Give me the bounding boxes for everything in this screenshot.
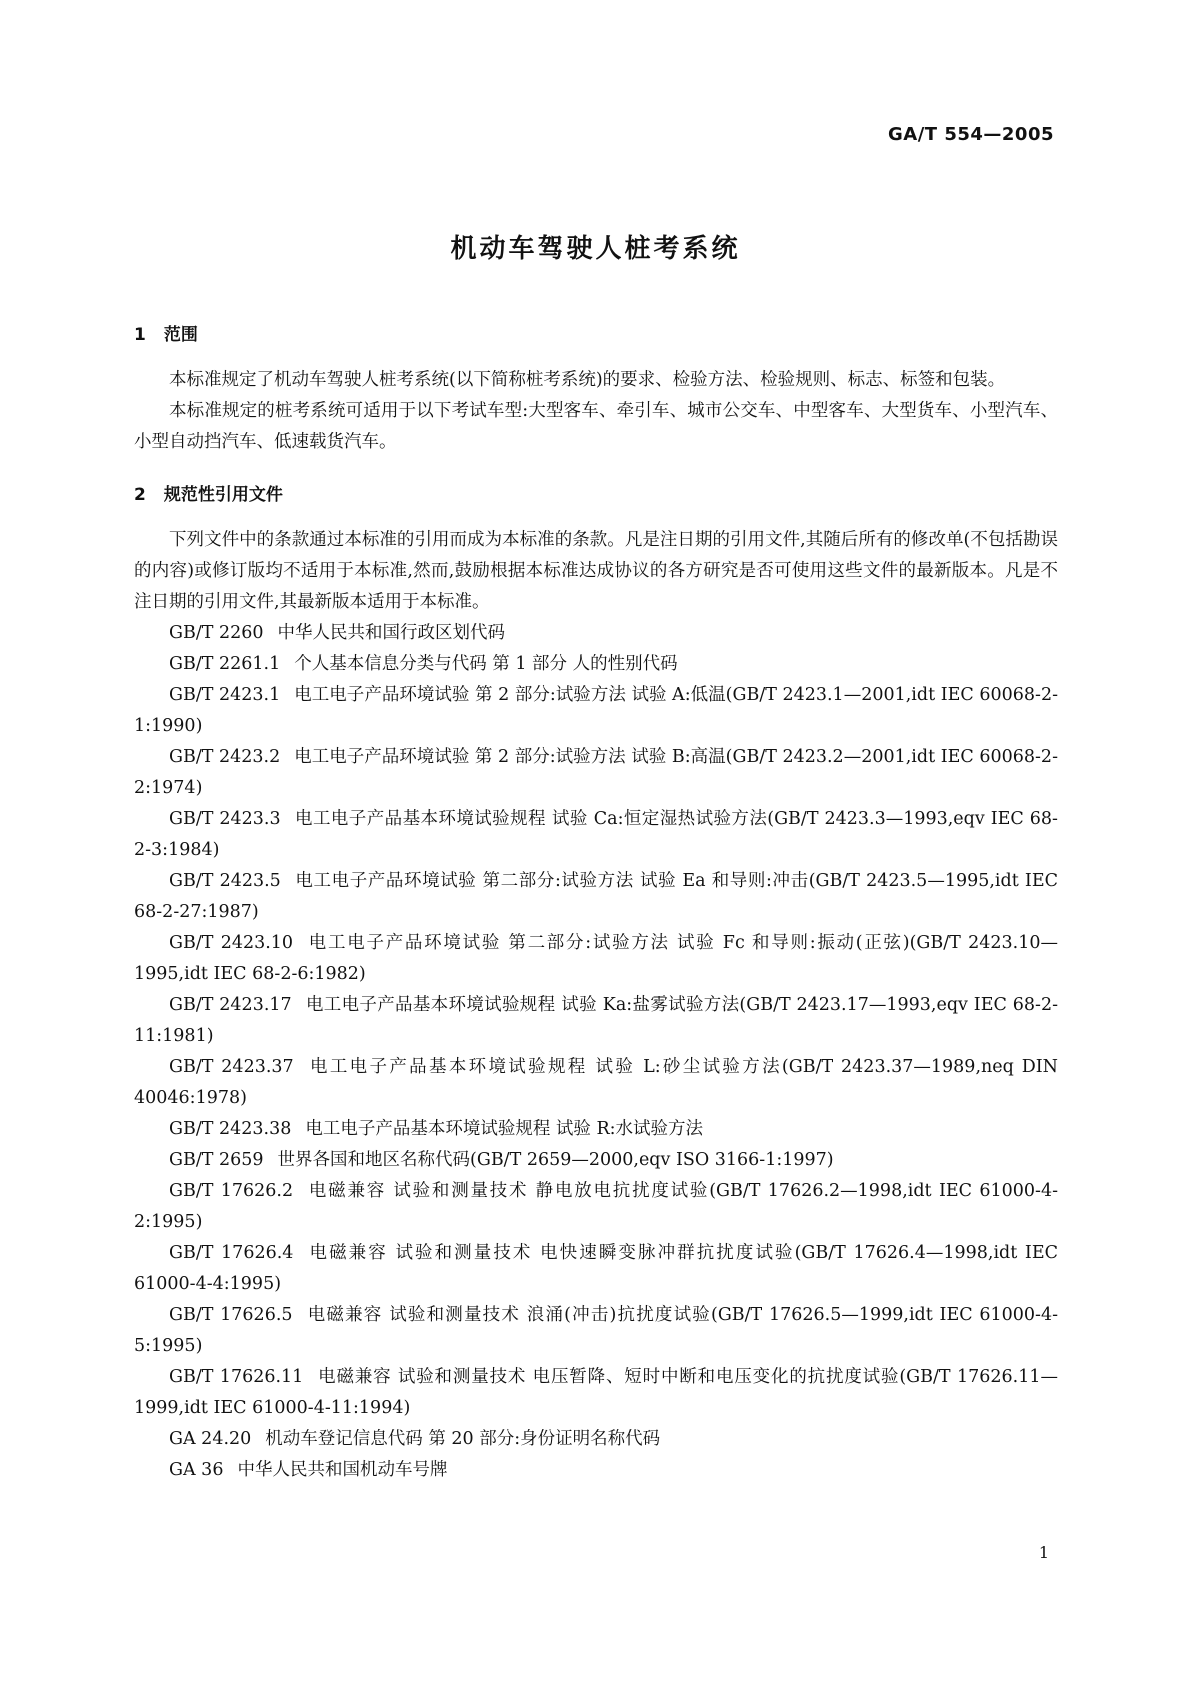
- reference-title: 世界各国和地区名称代码(GB/T 2659—2000,eqv ISO 3166-1:1997): [277, 1150, 834, 1170]
- reference-item: [134, 1300, 1058, 1362]
- reference-item: [134, 649, 1058, 680]
- reference-title: 电磁兼容 试验和测量技术 静电放电抗扰度试验(GB/T 17626.2—1998,idt IEC 61000-4-2:1995): [134, 1181, 1058, 1232]
- reference-item: [134, 1176, 1058, 1238]
- reference-item: [134, 866, 1058, 928]
- reference-code: GB/T 2659: [169, 1150, 264, 1170]
- page-number: 1: [1038, 1543, 1049, 1562]
- section-number: 2: [134, 485, 146, 505]
- reference-item: [134, 1238, 1058, 1300]
- reference-code: GB/T 17626.2: [169, 1181, 294, 1201]
- reference-item: [134, 990, 1058, 1052]
- reference-title: 电磁兼容 试验和测量技术 浪涌(冲击)抗扰度试验(GB/T 17626.5—1999,idt IEC 61000-4-5:1995): [134, 1305, 1058, 1356]
- reference-item: [134, 1362, 1058, 1424]
- section-title: 范围: [163, 325, 198, 345]
- reference-code: GB/T 2423.17: [169, 995, 292, 1015]
- reference-item: [134, 1455, 1058, 1486]
- reference-code: GB/T 2423.3: [169, 809, 281, 829]
- reference-title: 电工电子产品环境试验 第二部分:试验方法 试验 Fc 和导则:振动(正弦)(GB/T 2423.10—1995,idt IEC 68-2-6:1982): [134, 933, 1059, 984]
- reference-code: GB/T 2261.1: [169, 654, 281, 674]
- reference-title: 电工电子产品环境试验 第二部分:试验方法 试验 Ea 和导则:冲击(GB/T 2423.5—1995,idt IEC 68-2-27:1987): [134, 871, 1058, 922]
- reference-code: GB/T 2423.1: [169, 685, 281, 705]
- reference-code: GA 24.20: [169, 1429, 252, 1449]
- reference-item: [134, 742, 1058, 804]
- reference-title: 中华人民共和国机动车号牌: [237, 1460, 448, 1480]
- reference-item: [134, 618, 1058, 649]
- reference-item: [134, 928, 1058, 990]
- paragraph: 本标准规定了机动车驾驶人桩考系统(以下简称桩考系统)的要求、检验方法、检验规则、标志、标签和包装。: [169, 370, 1006, 390]
- reference-code: GB/T 2423.5: [169, 871, 281, 891]
- reference-title: 电磁兼容 试验和测量技术 电压暂降、短时中断和电压变化的抗扰度试验(GB/T 17626.11—1999,idt IEC 61000-4-11:1994): [134, 1367, 1058, 1418]
- reference-title: 电工电子产品基本环境试验规程 试验 L:砂尘试验方法(GB/T 2423.37—1989,neq DIN 40046:1978): [134, 1057, 1058, 1108]
- section-heading-scope: [134, 320, 1058, 351]
- reference-code: GB/T 2423.2: [169, 747, 281, 767]
- reference-title: 电磁兼容 试验和测量技术 电快速瞬变脉冲群抗扰度试验(GB/T 17626.4—1998,idt IEC 61000-4-4:1995): [134, 1243, 1058, 1294]
- reference-title: 中华人民共和国行政区划代码: [277, 623, 506, 643]
- reference-title: 电工电子产品基本环境试验规程 试验 Ca:恒定湿热试验方法(GB/T 2423.3—1993,eqv IEC 68-2-3:1984): [134, 809, 1058, 860]
- reference-item: [134, 1424, 1058, 1455]
- reference-title: 电工电子产品基本环境试验规程 试验 R:水试验方法: [305, 1119, 704, 1139]
- document-title: 机动车驾驶人桩考系统: [450, 234, 741, 264]
- reference-code: GB/T 2423.38: [169, 1119, 292, 1139]
- reference-title: 电工电子产品环境试验 第 2 部分:试验方法 试验 A:低温(GB/T 2423.1—2001,idt IEC 60068-2-1:1990): [134, 685, 1058, 736]
- reference-item: [134, 1114, 1058, 1145]
- reference-item: [134, 1145, 1058, 1176]
- reference-title: 电工电子产品基本环境试验规程 试验 Ka:盐雾试验方法(GB/T 2423.17—1993,eqv IEC 68-2-11:1981): [134, 995, 1058, 1046]
- reference-code: GB/T 17626.5: [169, 1305, 293, 1325]
- section-number: 1: [134, 325, 146, 345]
- reference-title: 机动车登记信息代码 第 20 部分:身份证明名称代码: [265, 1429, 661, 1449]
- reference-item: [134, 1052, 1058, 1114]
- document-body: [134, 320, 1058, 1486]
- reference-title: 电工电子产品环境试验 第 2 部分:试验方法 试验 B:高温(GB/T 2423.2—2001,idt IEC 60068-2-2:1974): [134, 747, 1058, 798]
- paragraph: 本标准规定的桩考系统可适用于以下考试车型:大型客车、牵引车、城市公交车、中型客车、大型货车、小型汽车、小型自动挡汽车、低速载货汽车。: [134, 401, 1058, 452]
- reference-code: GB/T 17626.4: [169, 1243, 294, 1263]
- reference-code: GB/T 17626.11: [169, 1367, 304, 1387]
- reference-title: 个人基本信息分类与代码 第 1 部分 人的性别代码: [294, 654, 678, 674]
- paragraph: 下列文件中的条款通过本标准的引用而成为本标准的条款。凡是注日期的引用文件,其随后所有的修改单(不包括勘误的内容)或修订版均不适用于本标准,然而,鼓励根据本标准达成协议的各方研究是否可使用这些文件的最新版本。凡是不注日期的引用文件,其最新版本适用于本标准。: [134, 530, 1058, 612]
- reference-item: [134, 804, 1058, 866]
- reference-code: GB/T 2423.10: [169, 933, 294, 953]
- standard-code: GA/T 554—2005: [888, 124, 1054, 145]
- reference-code: GB/T 2260: [169, 623, 264, 643]
- section-heading-normative-references: [134, 480, 1058, 511]
- reference-code: GB/T 2423.37: [169, 1057, 294, 1077]
- section-title: 规范性引用文件: [163, 485, 283, 505]
- reference-code: GA 36: [169, 1460, 224, 1480]
- reference-item: [134, 680, 1058, 742]
- reference-list: [134, 618, 1058, 1486]
